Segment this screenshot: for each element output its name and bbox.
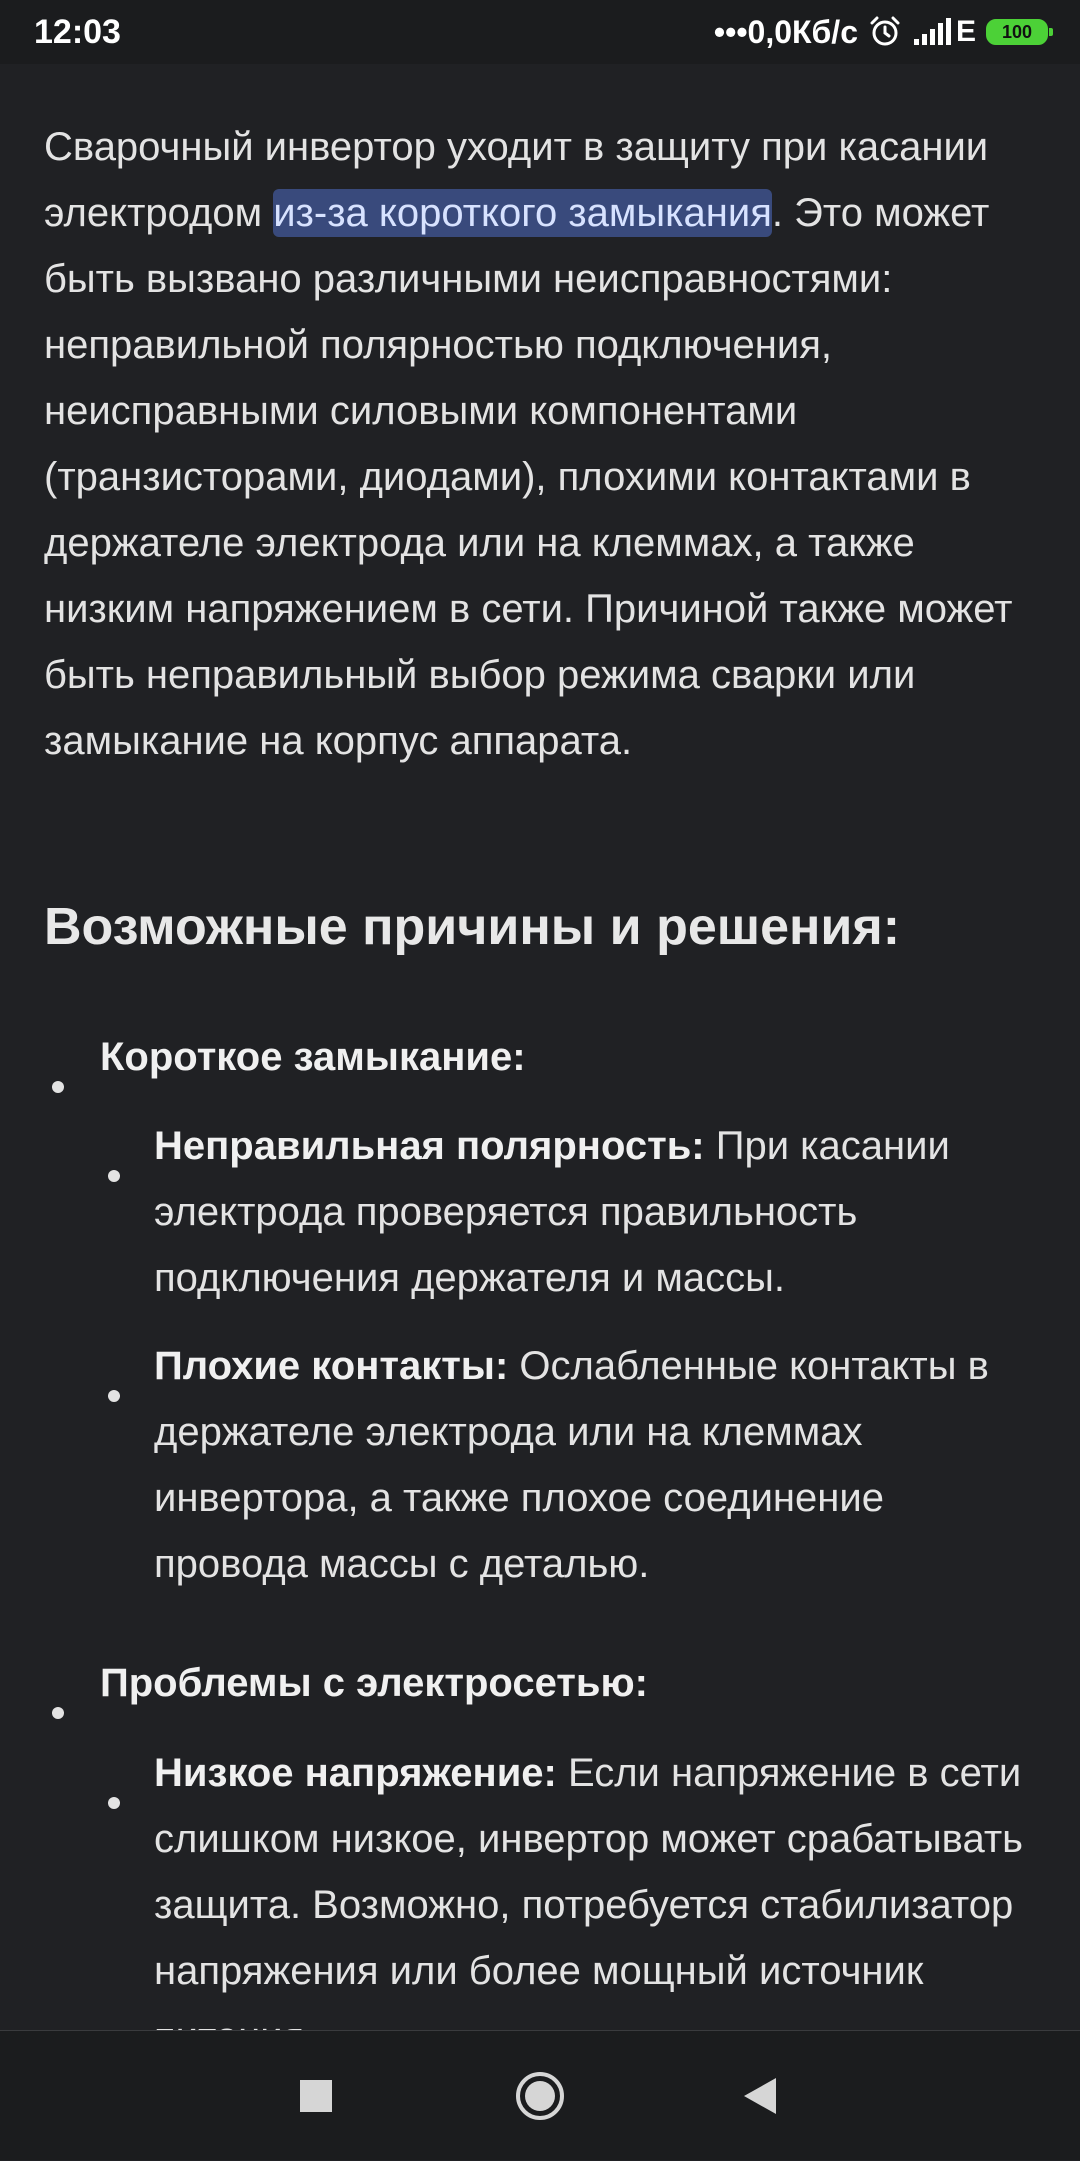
recent-apps-button[interactable] bbox=[256, 2031, 376, 2161]
group-title: Проблемы с электросетью: bbox=[100, 1661, 648, 1705]
bullet bbox=[108, 1797, 120, 1809]
bullet bbox=[108, 1390, 120, 1402]
bullet bbox=[52, 1707, 64, 1719]
response-content[interactable] bbox=[0, 64, 1080, 2030]
network-type: E bbox=[955, 15, 976, 48]
list-item-text: Если напряжение в сети слишком низкое, инвертор может срабатывать защита. Возможно, потребуется стабилизатор напряжения или более мощный источник bbox=[154, 1751, 1024, 1993]
status-time: 12:03 bbox=[34, 13, 121, 51]
signal-icon bbox=[912, 17, 952, 47]
list-item-text: Ослабленные контакты в держателе электрода или на клеммах инвертора, а также плохое соединение провода массы с деталью. bbox=[154, 1344, 989, 1586]
list-item-text: При касании электрода проверяется правильность подключения держателя и массы. bbox=[154, 1124, 950, 1300]
battery-level: 100 bbox=[1001, 21, 1033, 42]
intro-text-end: . Это может быть вызвано различными неисправностями: неправильной полярностью подключения, неисправными силовыми компонентами (транзисторами, диодами), плохими контактами в держателе электрода или на клеммах, а также низким напряжением в сети. Причиной также может быть неправильный выбор режима сварки или замыкание на корпус аппарата. bbox=[44, 191, 1013, 763]
network-speed: •••0,0Кб/c bbox=[713, 14, 858, 50]
battery-icon bbox=[986, 19, 1048, 45]
list-item-label: Плохие контакты: bbox=[154, 1344, 509, 1388]
list-item-label: Низкое напряжение: bbox=[154, 1751, 557, 1795]
bullet bbox=[52, 1081, 64, 1093]
list-item-label: Неправильная полярность: bbox=[154, 1124, 705, 1168]
list-item bbox=[154, 1113, 1044, 1311]
navigation-bar bbox=[0, 2030, 1080, 2160]
intro-text-start: Сварочный инвертор уходит в защиту при касании электродом bbox=[44, 125, 989, 235]
home-icon bbox=[514, 2070, 566, 2122]
group-title: Короткое замыкание: bbox=[100, 1035, 526, 1079]
back-icon bbox=[742, 2076, 778, 2116]
home-button[interactable] bbox=[480, 2031, 600, 2161]
back-button[interactable] bbox=[700, 2031, 820, 2161]
status-bar bbox=[0, 0, 1080, 64]
list-item bbox=[154, 1333, 1044, 1597]
alarm-icon bbox=[868, 15, 902, 49]
intro-paragraph bbox=[44, 114, 1044, 774]
recent-apps-icon bbox=[299, 2079, 333, 2113]
status-indicators bbox=[714, 12, 1048, 52]
highlighted-link[interactable]: из-за короткого замыкания bbox=[273, 191, 772, 235]
list-item bbox=[154, 1740, 1044, 2070]
bullet bbox=[108, 1170, 120, 1182]
section-heading: Возможные причины и решения: bbox=[44, 898, 901, 956]
